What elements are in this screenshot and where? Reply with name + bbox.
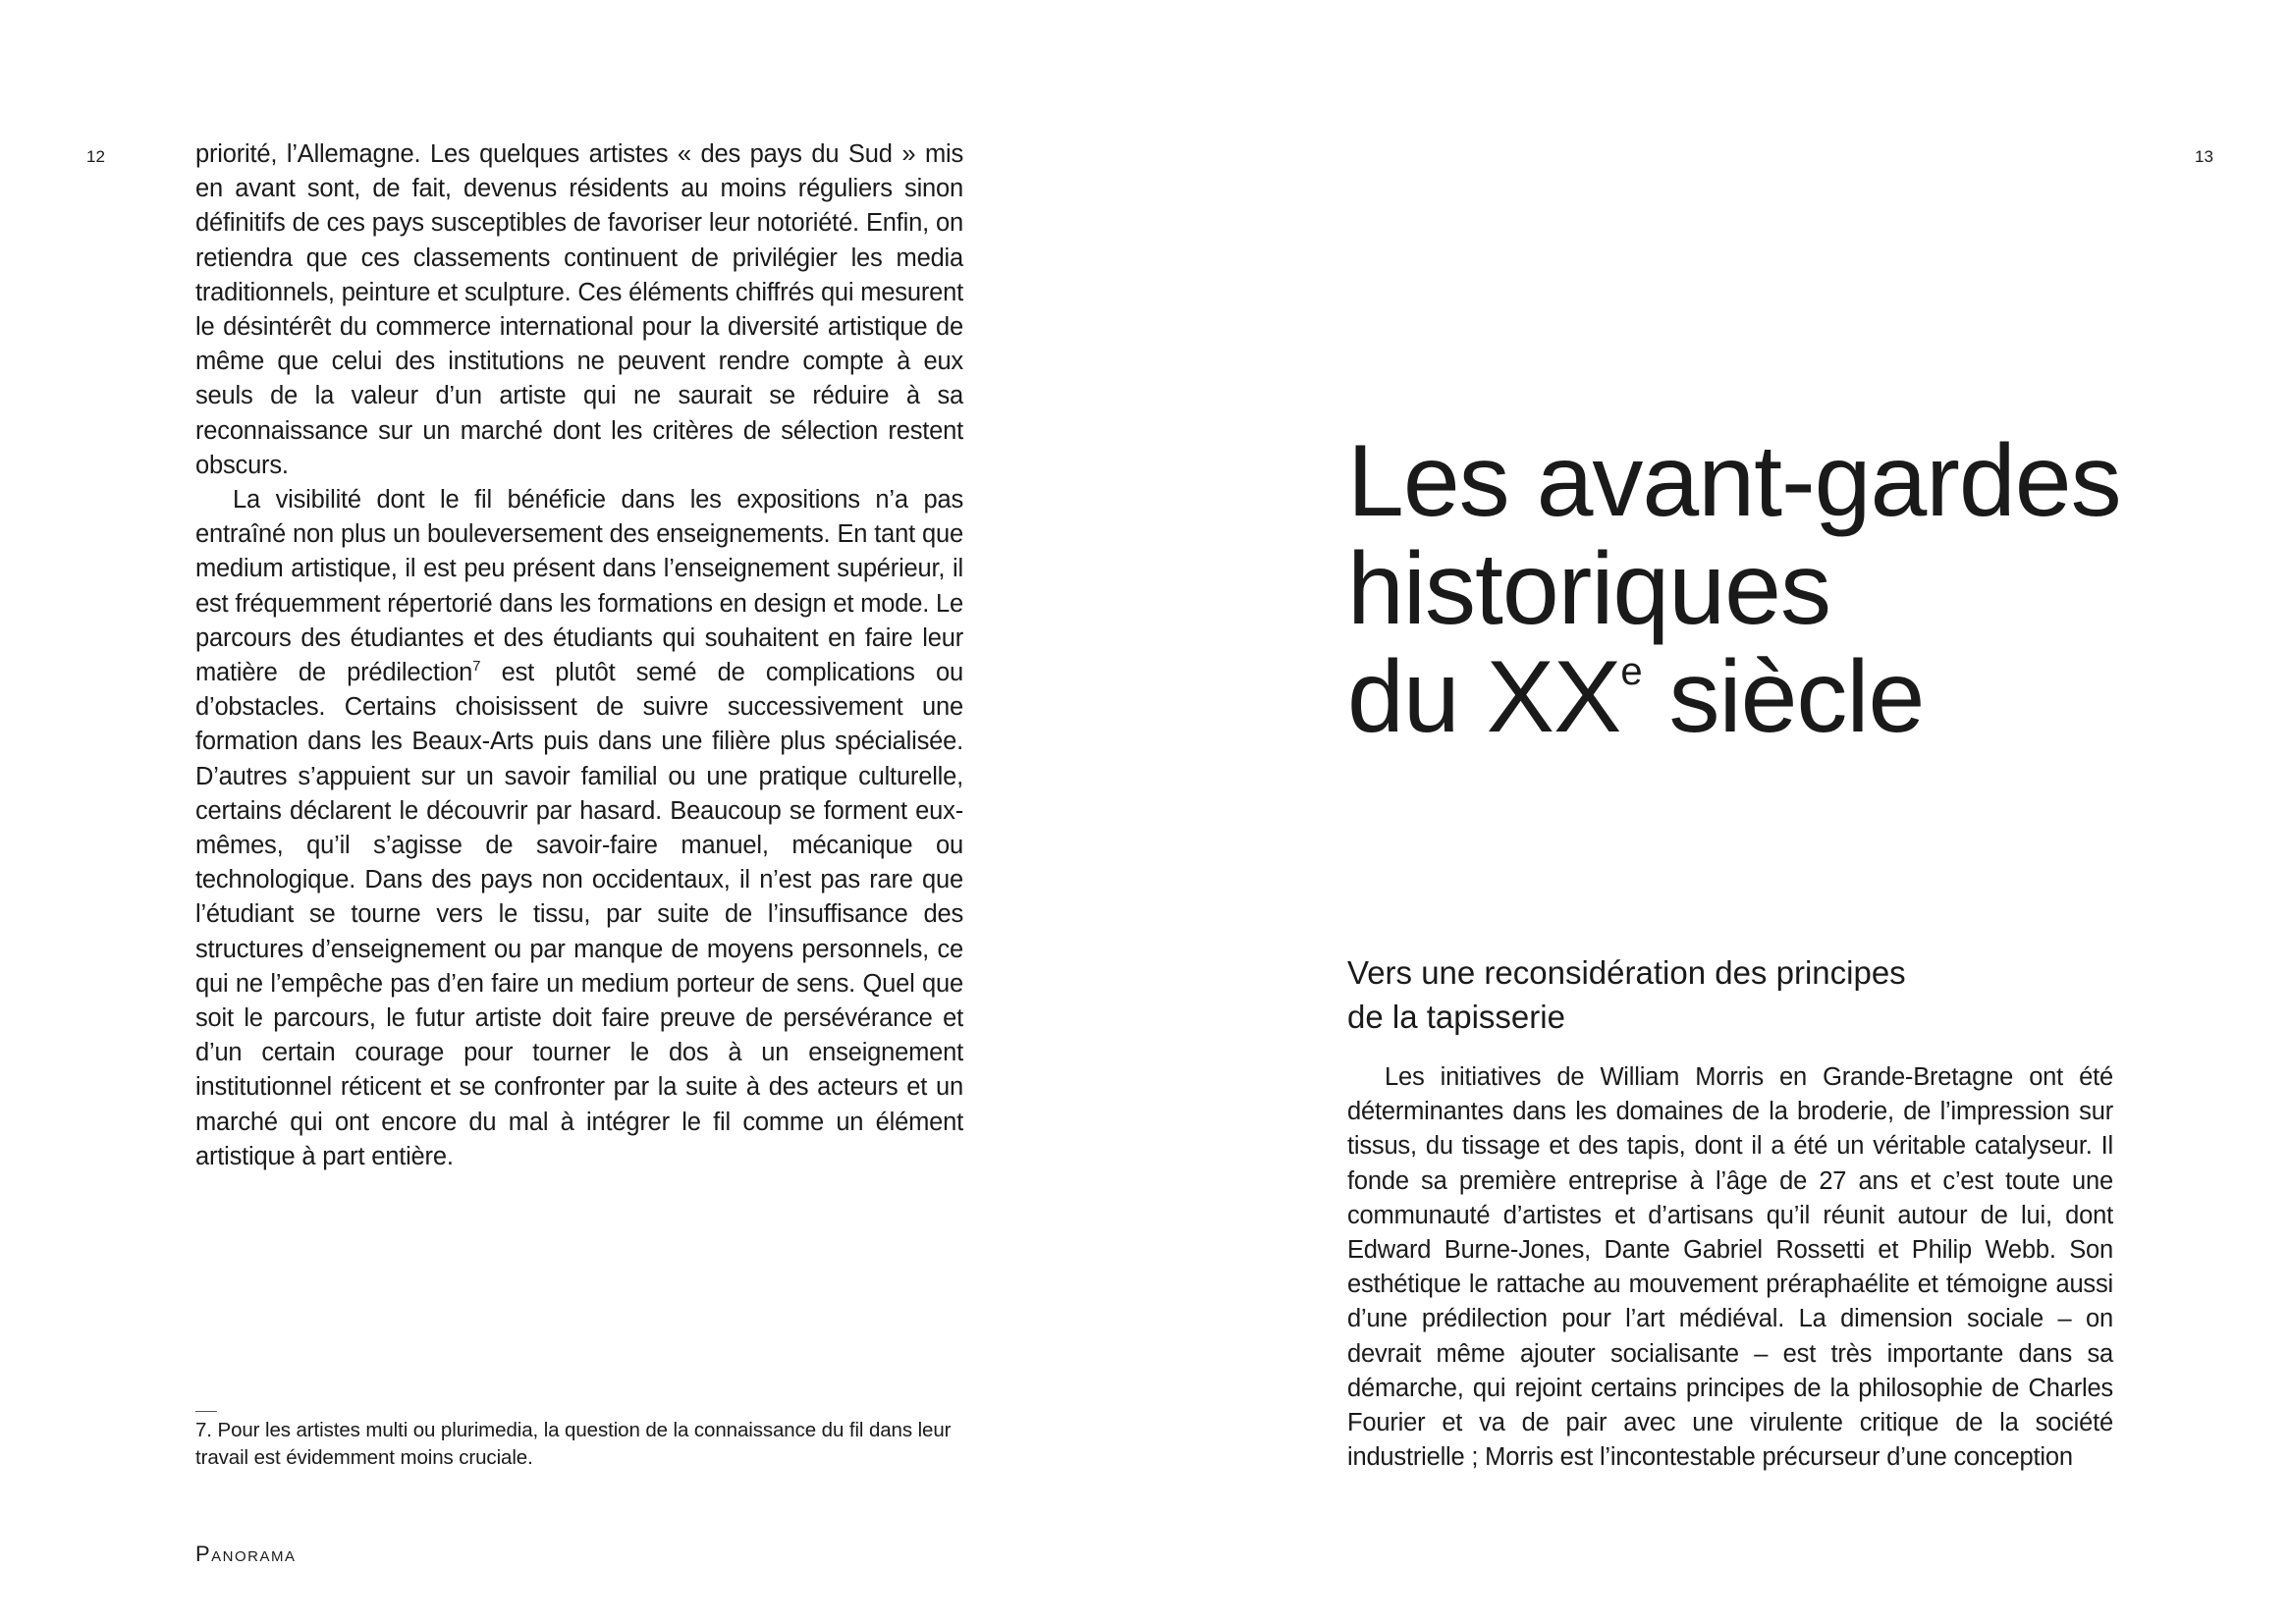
chapter-title-suffix: siècle (1641, 640, 1925, 754)
page-number-left: 12 (86, 147, 105, 166)
paragraph-2-text-before-note: La visibilité dont le fil bénéficie dans les expositions n’a pas entraîné non plus un bouleversement des enseignements. En tant que medium artistique, il est peu présent dans l’enseignement supérieur, il est fréquemment répertorié dans les formations en design et mode. Le parcours des étudiantes et des étudiants qui souhaitent en faire leur matière de prédilection (195, 486, 963, 687)
chapter-title (1347, 424, 2231, 754)
body-paragraph-2 (195, 483, 963, 1174)
body-paragraph-right: Les initiatives de William Morris en Grande-Bretagne ont été déterminantes dans les domaines de la broderie, de l’impression sur tissus, du tissage et des tapis, dont il a été un véritable catalyseur. Il fonde sa première entreprise à l’âge de 27 ans et c’est toute une communauté d’artistes et d’artisans qu’il réunit autour de lui, dont Edward Burne-Jones, Dante Gabriel Rossetti et Philip Webb. Son esthétique le rattache au mouvement préraphaélite et témoigne aussi d’une prédilection pour l’art médiéval. La dimension sociale – on devrait même ajouter socialisante – est très importante dans sa démarche, qui rejoint certains principes de la philosophie de Charles Fourier et va de pair avec une virulente critique de la société industrielle ; Morris est l’incontestable précurseur d’une conception (1347, 1063, 2113, 1472)
left-page-body (195, 137, 963, 1174)
chapter-title-superscript: e (1620, 650, 1642, 693)
footnote-reference: 7 (472, 658, 481, 676)
section-heading (1347, 950, 2153, 1039)
section-heading-line-2: de la tapisserie (1347, 999, 1565, 1035)
chapter-title-prefix: du XX (1347, 640, 1621, 754)
footnote-separator (195, 1411, 217, 1412)
body-paragraph-1: priorité, l’Allemagne. Les quelques artistes « des pays du Sud » mis en avant sont, de fait, devenus résidents au moins réguliers sinon définitifs de ces pays susceptibles de favoriser leur notoriété. Enfin, on retiendra que ces classements continuent de privilégier les media traditionnels, peinture et sculpture. Ces éléments chiffrés qui mesurent le désintérêt du commerce international pour la diversité artistique de même que celui des institutions ne peuvent rendre compte à eux seuls de la valeur d’un artiste qui ne saurait se réduire à sa reconnaissance sur un marché dont les critères de sélection restent obscurs. (195, 140, 963, 479)
paragraph-2-text-after-note: est plutôt semé de complications ou d’obstacles. Certains choisissent de suivre successivement une formation dans les Beaux-Arts puis dans une filière plus spécialisée. D’autres s’appuient sur un savoir familial ou une pratique culturelle, certains déclarent le découvrir par hasard. Beaucoup se forment eux-mêmes, qu’il s’agisse de savoir-faire manuel, mécanique ou technologique. Dans des pays non occidentaux, il n’est pas rare que l’étudiant se tourne vers le tissu, par suite de l’insuffisance des structures d’enseignement ou par manque de moyens personnels, ce qui ne l’empêche pas d’en faire un medium porteur de sens. Quel que soit le parcours, le futur artiste doit faire preuve de persévérance et d’un certain courage pour tourner le dos à un enseignement institutionnel réticent et se confronter par la suite à des acteurs et un marché qui ont encore du mal à intégrer le fil comme un élément artistique à part entière. (195, 659, 963, 1170)
chapter-title-line-1: Les avant-gardes (1347, 424, 2121, 538)
page-number-right: 13 (2195, 147, 2213, 166)
footnote: 7. Pour les artistes multi ou plurimedia, la question de la connaissance du fil dans leur travail est évidemment moins cruciale. (195, 1419, 952, 1469)
right-page-body (1347, 1060, 2113, 1475)
section-heading-line-1: Vers une reconsidération des principes (1347, 954, 1906, 991)
chapter-title-line-2: historiques (1347, 532, 1830, 646)
running-footer: Panorama (195, 1542, 297, 1566)
chapter-title-line-3 (1347, 640, 2231, 754)
